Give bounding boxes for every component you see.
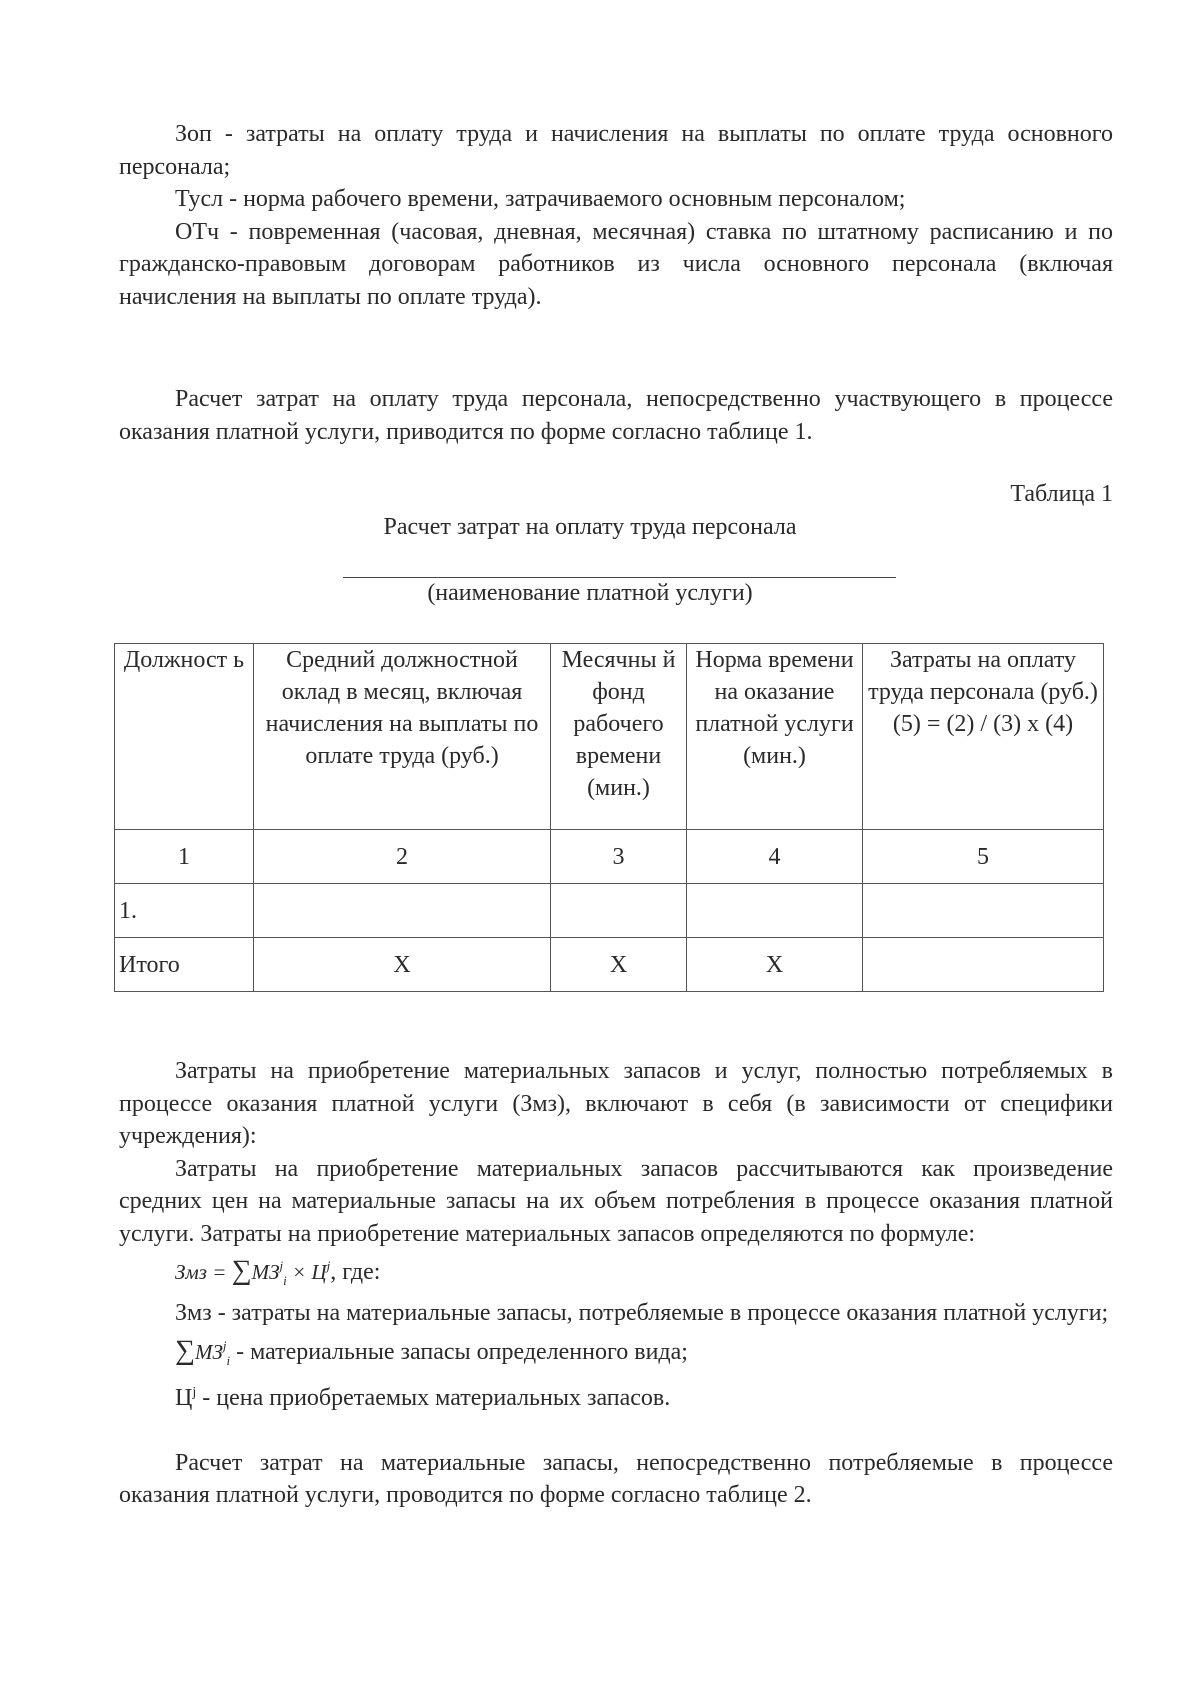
total-cell: X — [254, 938, 551, 992]
header-cell: Месячны й фонд рабочего времени (мин.) — [551, 644, 687, 830]
total-cell: Итого — [115, 938, 254, 992]
table-row — [115, 884, 1104, 938]
formula-where: , где: — [330, 1259, 381, 1285]
def-sum-symbol: ∑ — [175, 1334, 195, 1366]
materials-def3 — [119, 1377, 1113, 1415]
def-tusl: Тусл - норма рабочего времени, затрачиваемого основным персоналом; — [175, 186, 906, 212]
row-cell — [863, 884, 1104, 938]
table1-label: Таблица 1 — [1010, 481, 1113, 507]
materials-def1: Змз - затраты на материальные запасы, потребляемые в процессе оказания платной услуги; — [175, 1300, 1109, 1327]
materials-p2: Затраты на приобретение материальных запасов рассчитываются как произведение средних цен на материальные запасы на их объем потребления в процессе оказания платной услуги. Затраты на приобретение материальных запасов определяются по формуле: — [119, 1155, 1113, 1247]
materials-p1: Затраты на приобретение материальных запасов и услуг, полностью потребляемых в процессе оказания платной услуги (Змз), включают в себя (в зависимости от специфики учреждения): — [119, 1058, 1113, 1149]
materials-formula — [119, 1250, 1113, 1297]
table1-subtitle: (наименование платной услуги) — [427, 580, 753, 606]
def-sub: i — [226, 1352, 231, 1368]
formula-sum-symbol: ∑ — [231, 1255, 252, 1286]
calc-intro-paragraph — [119, 383, 1113, 448]
number-cell: 3 — [551, 830, 687, 884]
formula-sub: i — [283, 1272, 287, 1288]
materials-p3: Расчет затрат на материальные запасы, непосредственно потребляемые в процессе оказания платной услуги, проводится по форме согласно таблице 2. — [119, 1449, 1113, 1509]
materials-def2 — [119, 1330, 1113, 1377]
table-header-row — [115, 644, 1104, 830]
formula-mz: МЗ — [251, 1260, 280, 1284]
def3-price-symbol: Ц — [175, 1385, 193, 1412]
def-sup: j — [222, 1337, 227, 1353]
formula-sup2: j — [326, 1258, 331, 1273]
row-cell: 1. — [115, 884, 254, 938]
total-cell: X — [551, 938, 687, 992]
def-zop: Зоп - затраты на оплату труда и начисления на выплаты по оплате труда основного персонала; — [119, 121, 1113, 180]
number-cell: 5 — [863, 830, 1104, 884]
header-cell: Должност ь — [115, 644, 254, 830]
def2-text: - материальные запасы определенного вида; — [230, 1338, 688, 1365]
header-cell: Средний должностной оклад в месяц, включая начисления на выплаты по оплате труда (руб.) — [254, 644, 551, 830]
header-cell: Затраты на оплату труда персонала (руб.) (5) = (2) / (3) x (4) — [863, 644, 1104, 830]
calc-intro-text: Расчет затрат на оплату труда персонала, непосредственно участвующего в процессе оказания платной услуги, приводится по форме согласно таблице 1. — [119, 386, 1113, 445]
formula-price: × Ц — [286, 1260, 327, 1284]
row-cell — [254, 884, 551, 938]
formula-sup: j — [279, 1258, 284, 1273]
row-cell — [687, 884, 863, 938]
number-cell: 2 — [254, 830, 551, 884]
materials-section — [119, 1055, 1113, 1512]
header-cell: Норма времени на оказание платной услуги (мин.) — [687, 644, 863, 830]
table-total-row — [115, 938, 1104, 992]
def3-sup: j — [192, 1385, 197, 1401]
table-number-row — [115, 830, 1104, 884]
def-mz: МЗ — [194, 1339, 223, 1364]
intro-definitions — [119, 118, 1113, 313]
def-otch: ОТч - повременная (часовая, дневная, месячная) ставка по штатному расписанию и по гражданско-правовым договорам работников из числа основного персонала (включая начисления на выплаты по оплате труда). — [119, 218, 1113, 310]
total-cell: X — [687, 938, 863, 992]
table1-title: Расчет затрат на оплату труда персонала — [383, 514, 797, 540]
number-cell: 4 — [687, 830, 863, 884]
table1 — [114, 643, 1104, 992]
formula-lhs: Змз = — [175, 1260, 232, 1284]
number-cell: 1 — [115, 830, 254, 884]
total-cell — [863, 938, 1104, 992]
row-cell — [551, 884, 687, 938]
def3-text: - цена приобретаемых материальных запасов. — [196, 1385, 671, 1412]
